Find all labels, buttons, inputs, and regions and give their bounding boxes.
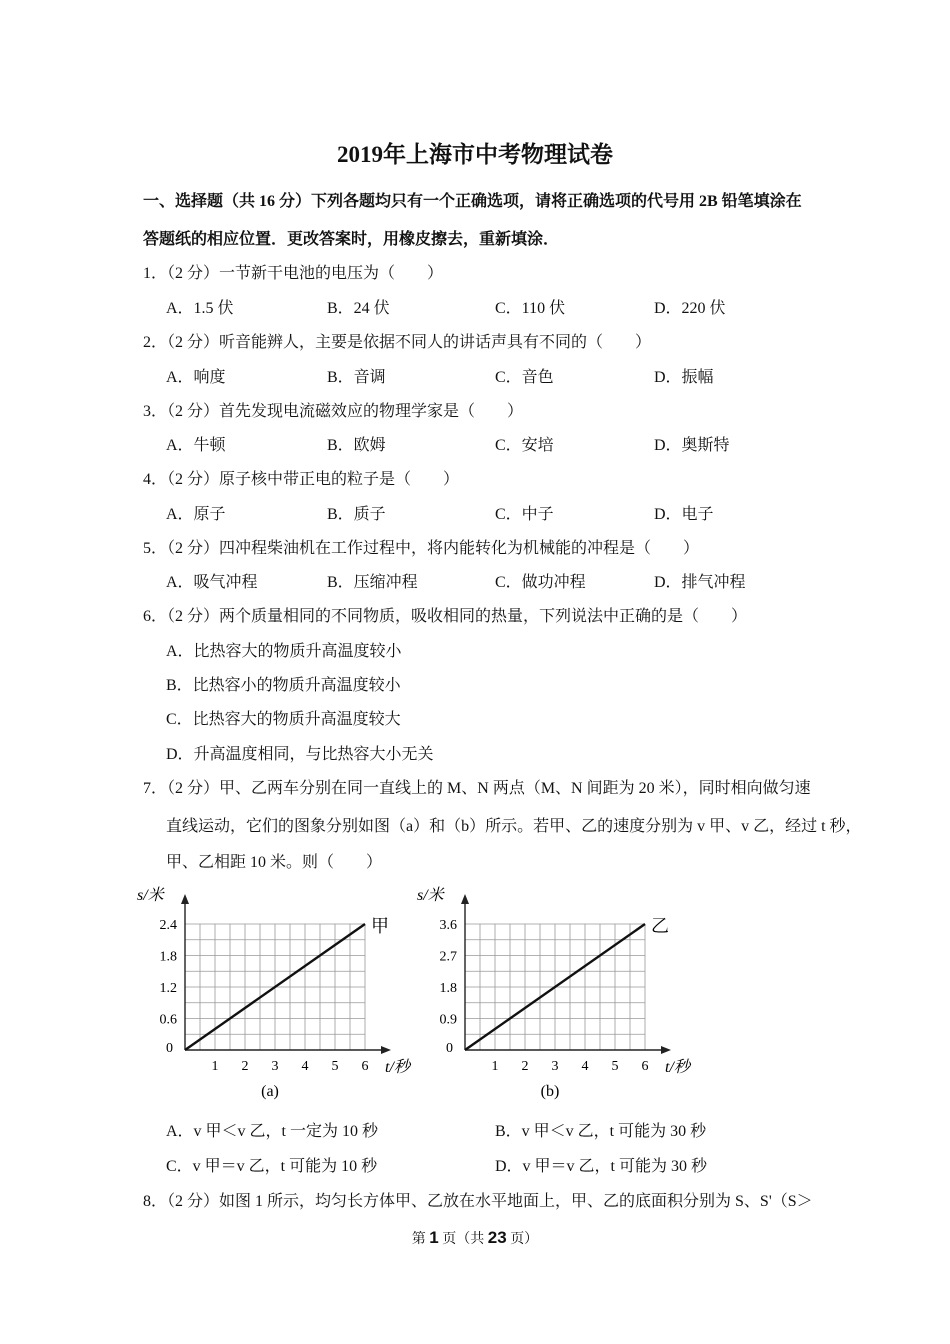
question-3: [143, 398, 833, 421]
question-text: 四冲程柴油机在工作过程中，将内能转化为机械能的冲程是（ ）: [219, 540, 700, 557]
question-text: 如图 1 所示，均匀长方体甲、乙放在水平地面上，甲、乙的底面积分别为 S、S'（S＞: [219, 1193, 813, 1210]
y-tick-label: 0.6: [159, 1012, 177, 1028]
y-axis-label: s/米: [417, 887, 444, 904]
option-b[interactable]: B．欧姆: [327, 437, 386, 454]
question-number: 1．: [143, 265, 168, 282]
question-number: 4．: [143, 471, 168, 488]
question-2: [143, 329, 833, 352]
option-a[interactable]: A．原子: [166, 506, 226, 523]
y-tick-label: 2.4: [159, 918, 177, 933]
question-6: [143, 603, 833, 626]
origin-label: 0: [166, 1041, 173, 1056]
x-axis-arrow: [381, 1046, 391, 1054]
question-number: 5．: [143, 540, 168, 557]
option-b[interactable]: B．音调: [327, 369, 386, 386]
x-tick-label: 6: [361, 1059, 369, 1074]
x-axis-arrow: [661, 1046, 671, 1054]
option-b[interactable]: B．v 甲＜v 乙，t 可能为 30 秒: [495, 1123, 707, 1140]
question-1: [143, 260, 833, 283]
chart-caption: (b): [540, 1083, 560, 1100]
option-d[interactable]: D．排气冲程: [654, 574, 746, 591]
question-text: 甲、乙两车分别在同一直线上的 M、N 两点（M、N 间距为 20 米），同时相向做匀速: [219, 780, 811, 797]
question-points: （2 分）: [167, 471, 220, 488]
y-axis-arrow: [461, 894, 469, 904]
x-tick-label: 5: [611, 1059, 619, 1074]
option-a[interactable]: A．牛顿: [166, 437, 226, 454]
page-title: 2019年上海市中考物理试卷: [337, 142, 613, 167]
footer-mid: 页（共: [442, 1232, 485, 1247]
option-b[interactable]: B．比热容小的物质升高温度较小: [166, 677, 401, 694]
option-a[interactable]: A．吸气冲程: [166, 574, 258, 591]
question-text: 原子核中带正电的粒子是（ ）: [219, 471, 460, 488]
option-c[interactable]: C．v 甲＝v 乙，t 可能为 10 秒: [166, 1158, 378, 1175]
x-tick-label: 3: [271, 1059, 279, 1074]
x-axis-label: t/秒: [385, 1059, 410, 1076]
option-d[interactable]: D．振幅: [654, 369, 714, 386]
option-d[interactable]: D．v 甲＝v 乙，t 可能为 30 秒: [495, 1158, 708, 1175]
question-points: （2 分）: [167, 540, 220, 557]
x-axis-label: t/秒: [665, 1059, 690, 1076]
option-b[interactable]: B．24 伏: [327, 300, 390, 317]
footer-total-pages: 23: [487, 1228, 507, 1247]
section-instructions-line2: 答题纸的相应位置．更改答案时，用橡皮擦去，重新填涂．: [143, 231, 560, 248]
question-text: 一节新干电池的电压为（ ）: [219, 265, 444, 282]
question-7-line3: 甲、乙相距 10 米。则（ ）: [166, 854, 383, 871]
question-points: （2 分）: [167, 403, 220, 420]
y-tick-label: 0.9: [439, 1012, 457, 1028]
option-a[interactable]: A．响度: [166, 369, 226, 386]
y-tick-label: 1.8: [159, 949, 177, 965]
option-c[interactable]: C．中子: [495, 506, 554, 523]
x-tick-label: 4: [301, 1059, 309, 1074]
y-tick-label: 2.7: [439, 949, 457, 965]
question-number: 2．: [143, 334, 168, 351]
series-label: 甲: [371, 916, 389, 936]
x-tick-label: 2: [241, 1059, 249, 1074]
question-number: 7．: [143, 780, 168, 797]
x-tick-label: 1: [491, 1059, 499, 1074]
question-text: 听音能辨人，主要是依据不同人的讲话声具有不同的（ ）: [219, 334, 652, 351]
question-text: 两个质量相同的不同物质，吸收相同的热量，下列说法中正确的是（ ）: [219, 608, 748, 625]
question-number: 6．: [143, 608, 168, 625]
x-tick-label: 1: [211, 1059, 219, 1074]
footer-suffix: 页）: [510, 1232, 539, 1247]
chart-b: [410, 878, 700, 1108]
y-tick-label: 1.2: [159, 981, 177, 996]
option-d[interactable]: D．升高温度相同，与比热容大小无关: [166, 746, 434, 763]
x-tick-label: 2: [521, 1059, 529, 1074]
question-7: [143, 775, 833, 798]
option-b[interactable]: B．质子: [327, 506, 386, 523]
x-tick-label: 4: [581, 1059, 589, 1074]
footer-page-number: 1: [429, 1228, 439, 1247]
question-points: （2 分）: [167, 780, 220, 797]
y-tick-label: 3.6: [439, 918, 457, 933]
chart-a: [130, 878, 410, 1108]
question-8: [143, 1188, 833, 1211]
option-d[interactable]: D．电子: [654, 506, 714, 523]
x-tick-label: 6: [641, 1059, 649, 1074]
x-tick-label: 3: [551, 1059, 559, 1074]
section-instructions-line1: 一、选择题（共 16 分）下列各题均只有一个正确选项，请将正确选项的代号用 2B 铅笔填涂在: [143, 193, 802, 210]
option-c[interactable]: C．做功冲程: [495, 574, 586, 591]
question-7-line2: 直线运动，它们的图象分别如图（a）和（b）所示。若甲、乙的速度分别为 v 甲、v 乙，经过 t 秒，: [166, 818, 862, 835]
origin-label: 0: [446, 1041, 453, 1056]
option-a[interactable]: A．1.5 伏: [166, 300, 234, 317]
footer-prefix: 第: [411, 1232, 426, 1247]
question-number: 8．: [143, 1193, 168, 1210]
x-tick-label: 5: [331, 1059, 339, 1074]
option-b[interactable]: B．压缩冲程: [327, 574, 418, 591]
question-4: [143, 466, 833, 489]
chart-caption: (a): [261, 1083, 279, 1100]
y-axis-label: s/米: [137, 887, 164, 904]
option-c[interactable]: C．比热容大的物质升高温度较大: [166, 711, 401, 728]
question-5: [143, 535, 833, 558]
option-c[interactable]: C．音色: [495, 369, 554, 386]
option-d[interactable]: D．奥斯特: [654, 437, 730, 454]
question-points: （2 分）: [167, 1193, 220, 1210]
question-number: 3．: [143, 403, 168, 420]
option-a[interactable]: A．v 甲＜v 乙，t 一定为 10 秒: [166, 1123, 379, 1140]
option-a[interactable]: A．比热容大的物质升高温度较小: [166, 643, 402, 660]
question-points: （2 分）: [167, 334, 220, 351]
y-axis-arrow: [181, 894, 189, 904]
question-points: （2 分）: [167, 608, 220, 625]
y-tick-label: 1.8: [439, 981, 457, 996]
question-points: （2 分）: [167, 265, 220, 282]
question-text: 首先发现电流磁效应的物理学家是（ ）: [219, 403, 524, 420]
option-c[interactable]: C．安培: [495, 437, 554, 454]
page-footer: [0, 1228, 950, 1248]
series-label: 乙: [651, 916, 669, 936]
option-d[interactable]: D．220 伏: [654, 300, 726, 317]
option-c[interactable]: C．110 伏: [495, 300, 566, 317]
